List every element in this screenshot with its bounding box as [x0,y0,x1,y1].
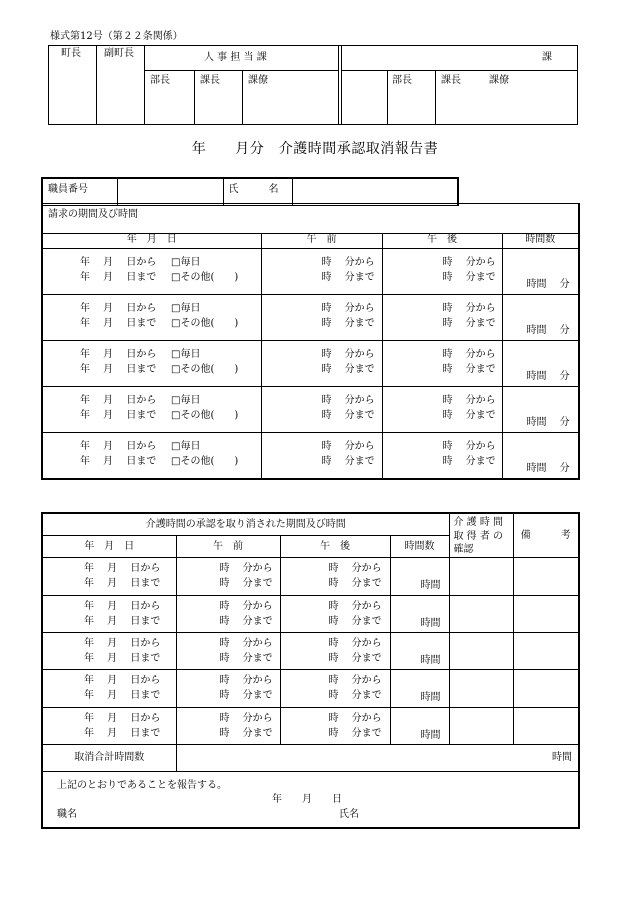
date-to: 年 月 日まで [84,727,161,739]
every-day-checkbox[interactable]: □毎日 [171,395,201,407]
request-hours-cell[interactable] [502,387,579,433]
cancel-hours-cell[interactable] [390,670,449,707]
staff-id-label: 職員番号 [42,178,117,205]
stamp-divider [435,70,436,124]
request-row [42,341,579,387]
pm-from: 時 分から [328,638,382,649]
am-from: 時 分から [219,600,273,612]
date-from: 年 月 日から [80,257,157,269]
cancel-row [42,633,579,670]
dept-head-label: 部長 [392,75,412,86]
hours-unit: 時間 分 [526,417,570,429]
request-pm-cell[interactable] [382,387,502,433]
cancel-date-cell[interactable] [42,633,176,670]
report-section [42,771,579,828]
request-table [41,203,580,480]
request-heading: 請求の期間及び時間 [42,204,579,234]
page-title: 年 月分 介護時間承認取消報告書 [191,141,439,157]
request-hours-cell[interactable] [502,341,579,387]
col-pm-header: 午 後 [280,535,390,557]
request-date-cell[interactable] [42,387,261,433]
stamp-divider [338,46,339,124]
date-from: 年 月 日から [84,600,161,612]
town-chief-label: 町長 [61,48,81,59]
hours-unit: 時間 分 [526,371,570,383]
report-statement: 上記のとおりであることを報告する。 [57,779,227,791]
pm-to: 時 分まで [442,318,496,330]
am-to: 時 分まで [321,272,375,284]
request-hours-cell[interactable] [502,295,579,341]
cancel-date-cell[interactable] [42,595,176,632]
pm-from: 時 分から [328,600,382,612]
request-row [42,387,579,433]
date-from: 年 月 日から [80,395,157,407]
staff-info-table [41,177,459,206]
request-row [42,249,579,295]
pm-from: 時 分から [328,563,382,575]
section-head-label: 課長 [441,75,461,86]
hours-unit: 時間 [420,729,441,741]
date-to: 年 月 日まで [84,615,161,627]
date-from: 年 月 日から [80,303,157,315]
pm-from: 時 分から [442,441,496,453]
cancel-date-cell[interactable] [42,558,176,595]
am-from: 時 分から [321,349,375,361]
date-from: 年 月 日から [84,563,161,575]
job-title-label: 職名 [57,808,77,820]
request-am-cell[interactable] [261,341,382,387]
request-pm-cell[interactable] [382,341,502,387]
am-to: 時 分まで [321,410,375,422]
cancel-am-cell[interactable] [176,670,280,707]
cancel-remarks-cell[interactable] [513,670,579,707]
am-from: 時 分から [321,441,375,453]
am-to: 時 分まで [321,318,375,330]
col-pm-header: 午 後 [382,234,502,249]
date-from: 年 月 日から [80,349,157,361]
pm-to: 時 分まで [328,615,382,627]
request-date-cell[interactable] [42,295,261,341]
col-am-header: 午 前 [176,535,280,557]
cancel-hours-cell[interactable] [390,595,449,632]
col-confirm-header: 介 護 時 間 取 得 者 の 確認 [449,513,513,558]
cancel-hours-cell[interactable] [390,558,449,595]
pm-to: 時 分まで [328,578,382,590]
pm-from: 時 分から [442,395,496,407]
other-checkbox[interactable]: □その他( ) [171,272,239,284]
cancel-pm-cell[interactable] [280,633,390,670]
pm-from: 時 分から [328,675,382,687]
am-from: 時 分から [321,395,375,407]
total-unit: 時間 [552,752,572,764]
am-to: 時 分まで [321,364,375,376]
staff-label: 課僚 [489,75,509,86]
cancel-am-cell[interactable] [176,707,280,745]
cancel-date-cell[interactable] [42,670,176,707]
staff-label: 課僚 [248,75,268,86]
date-to: 年 月 日まで [80,272,157,284]
cancel-confirm-cell[interactable] [449,670,513,707]
hours-unit: 時間 [420,692,441,704]
stamp-divider [144,70,338,71]
cancel-pm-cell[interactable] [280,707,390,745]
other-checkbox[interactable]: □その他( ) [171,410,239,422]
total-hours-field[interactable] [176,745,579,771]
cancellation-table [41,512,580,829]
pm-to: 時 分まで [328,690,382,702]
cancel-row [42,595,579,632]
request-row [42,433,579,479]
request-hours-cell[interactable] [502,249,579,295]
am-to: 時 分まで [219,615,273,627]
am-from: 時 分から [219,563,273,575]
hours-unit: 時間 分 [526,279,570,291]
other-section-label: 課 [542,52,552,63]
date-from: 年 月 日から [80,441,157,453]
stamp-divider [96,46,97,124]
pm-to: 時 分まで [328,653,382,664]
other-checkbox[interactable]: □その他( ) [171,318,239,330]
stamp-divider [194,70,195,124]
am-to: 時 分まで [219,578,273,590]
every-day-checkbox[interactable]: □毎日 [171,349,201,361]
date-to: 年 月 日まで [84,578,161,590]
name-label: 氏名 [339,808,359,820]
hours-unit: 時間 分 [526,463,570,475]
date-to: 年 月 日まで [84,690,161,702]
staff-name-field[interactable] [292,178,458,205]
col-remarks-header: 備 考 [513,513,579,558]
stamp-divider [341,70,577,71]
am-from: 時 分から [321,303,375,315]
form-number: 様式第12号（第２２条関係） [50,31,183,42]
request-pm-cell[interactable] [382,433,502,479]
other-checkbox[interactable]: □その他( ) [171,456,239,468]
cancel-row [42,670,579,707]
stamp-divider [242,70,243,124]
am-from: 時 分から [219,638,273,649]
col-am-header: 午 前 [261,234,382,249]
cancel-am-cell[interactable] [176,558,280,595]
cancel-remarks-cell[interactable] [513,633,579,670]
am-from: 時 分から [219,712,273,724]
request-am-cell[interactable] [261,295,382,341]
cancel-confirm-cell[interactable] [449,633,513,670]
pm-from: 時 分から [442,303,496,315]
cancel-remarks-cell[interactable] [513,595,579,632]
staff-name-label: 氏 名 [223,178,292,205]
cancel-heading: 介護時間の承認を取り消された期間及び時間 [42,513,449,535]
cancel-remarks-cell[interactable] [513,707,579,745]
col-date-header: 年 月 日 [42,535,176,557]
am-to: 時 分まで [219,727,273,739]
date-to: 年 月 日まで [80,318,157,330]
col-hours-header: 時間数 [390,535,449,557]
cancel-hours-cell[interactable] [390,707,449,745]
cancel-remarks-cell[interactable] [513,558,579,595]
hr-section-label: 人 事 担 当 課 [204,52,267,63]
date-to: 年 月 日まで [84,653,161,664]
am-from: 時 分から [219,675,273,687]
request-date-cell[interactable] [42,249,261,295]
cancel-confirm-cell[interactable] [449,707,513,745]
stamp-divider [387,70,388,124]
pm-to: 時 分まで [442,364,496,376]
hours-unit: 時間 [420,580,441,592]
am-from: 時 分から [321,257,375,269]
am-to: 時 分まで [321,456,375,468]
hours-unit: 時間 [420,655,441,666]
cancel-hours-cell[interactable] [390,633,449,670]
total-label: 取消合計時間数 [42,745,176,771]
date-from: 年 月 日から [84,712,161,724]
request-am-cell[interactable] [261,433,382,479]
cancel-row [42,707,579,745]
report-date[interactable]: 年 月 日 [272,793,342,805]
pm-to: 時 分まで [442,272,496,284]
request-row [42,295,579,341]
am-to: 時 分まで [219,690,273,702]
date-to: 年 月 日まで [80,456,157,468]
hours-unit: 時間 [420,617,441,629]
deputy-chief-label: 副町長 [104,48,134,59]
pm-from: 時 分から [442,257,496,269]
other-checkbox[interactable]: □その他( ) [171,364,239,376]
hours-unit: 時間 分 [526,325,570,337]
staff-id-field[interactable] [117,178,223,205]
cancel-pm-cell[interactable] [280,670,390,707]
pm-from: 時 分から [442,349,496,361]
section-head-label: 課長 [200,75,220,86]
request-pm-cell[interactable] [382,295,502,341]
cancel-am-cell[interactable] [176,633,280,670]
am-to: 時 分まで [219,653,273,664]
date-from: 年 月 日から [84,638,161,649]
pm-from: 時 分から [328,712,382,724]
pm-to: 時 分まで [442,456,496,468]
cancel-pm-cell[interactable] [280,595,390,632]
request-am-cell[interactable] [261,249,382,295]
every-day-checkbox[interactable]: □毎日 [171,441,201,453]
every-day-checkbox[interactable]: □毎日 [171,303,201,315]
approval-stamp-box [48,45,578,125]
date-from: 年 月 日から [84,675,161,687]
col-hours-header: 時間数 [502,234,579,249]
col-date-header: 年 月 日 [42,234,261,249]
cancel-pm-cell[interactable] [280,558,390,595]
request-am-cell[interactable] [261,387,382,433]
cancel-confirm-cell[interactable] [449,558,513,595]
stamp-divider [144,46,145,124]
cancel-confirm-cell[interactable] [449,595,513,632]
date-to: 年 月 日まで [80,364,157,376]
request-date-cell[interactable] [42,433,261,479]
pm-to: 時 分まで [442,410,496,422]
stamp-divider [341,46,342,124]
date-to: 年 月 日まで [80,410,157,422]
pm-to: 時 分まで [328,727,382,739]
request-hours-cell[interactable] [502,433,579,479]
request-pm-cell[interactable] [382,249,502,295]
request-date-cell[interactable] [42,341,261,387]
cancel-row [42,558,579,595]
cancel-date-cell[interactable] [42,707,176,745]
every-day-checkbox[interactable]: □毎日 [171,257,201,269]
cancel-am-cell[interactable] [176,595,280,632]
dept-head-label: 部長 [150,75,170,86]
